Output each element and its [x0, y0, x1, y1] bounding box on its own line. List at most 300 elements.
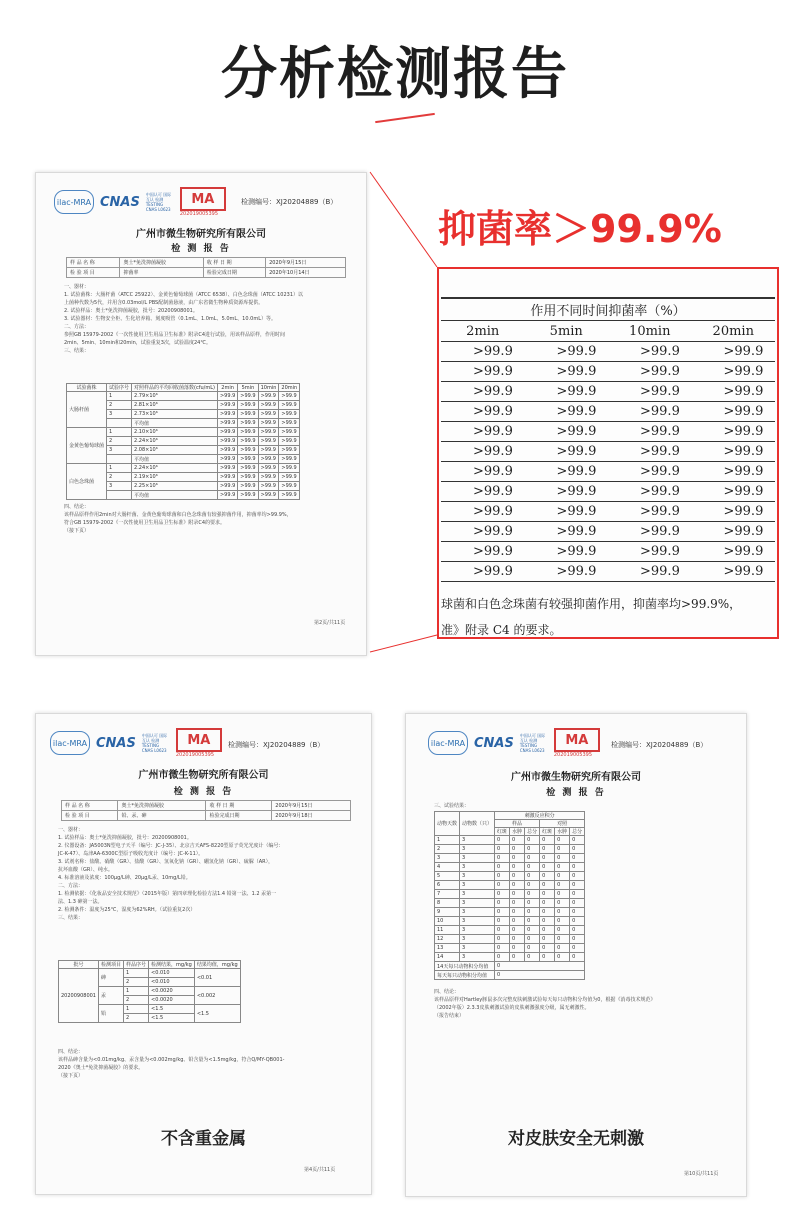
body-line: 一、器材： — [58, 827, 84, 833]
result-average: <0.01 — [194, 969, 240, 987]
table-header-cell: 10min — [258, 384, 279, 392]
day-number: 2 — [435, 845, 460, 854]
trial-number: 1 — [107, 428, 132, 437]
conclusion-line: （2002年版）2.3.3皮肤刺激试验的皮肤刺激强度分级，属无刺激性。 — [434, 1005, 590, 1011]
trial-number: 2 — [107, 473, 132, 482]
score-cell: 0 — [525, 890, 540, 899]
zoom-rate-cell: >99.9 — [692, 422, 776, 442]
table-header-cell: 试验序号 — [107, 384, 132, 392]
info-cell: 检 验 项 目 — [62, 811, 118, 821]
table-row — [435, 908, 585, 917]
rate-cell: >99.9 — [238, 401, 258, 410]
animal-count: 3 — [460, 836, 495, 845]
conclusion-line: （接下页） — [58, 1073, 84, 1079]
zoom-rate-cell: >99.9 — [525, 382, 609, 402]
conclusion-line: 四、结论： — [58, 1049, 84, 1055]
score-cell: 0 — [495, 863, 510, 872]
table-header-cell: 批号 — [59, 961, 99, 969]
score-cell: 0 — [540, 935, 555, 944]
cma-number: 202019005395 — [553, 752, 593, 758]
score-cell: 0 — [510, 935, 525, 944]
conclusion-line: 四、结论： — [64, 504, 90, 510]
info-cell: 收 样 日 期 — [206, 801, 272, 811]
conclusion-line: 该样品砷含量为<0.01mg/kg、汞含量为<0.002mg/kg、铅含量为<1.5mg/kg，符合Q/MY-QB001- — [58, 1057, 285, 1063]
body-line: 3. 试验器材：生物安全柜、生化培养箱、刻度吸管（0.1mL、1.0mL、5.0mL、10.0mL）等。 — [64, 316, 276, 322]
score-cell: 0 — [525, 854, 540, 863]
score-cell: 0 — [540, 944, 555, 953]
day-number: 6 — [435, 881, 460, 890]
day-number: 12 — [435, 935, 460, 944]
table-row — [435, 845, 585, 854]
conclusion-line: 2020《奥士*免洗抑菌凝胶》的要求。 — [58, 1065, 144, 1071]
table-header-cell: 刺激反应积分 — [495, 812, 585, 820]
info-cell: 检 验 项 目 — [67, 268, 120, 278]
info-cell: 样 品 名 称 — [62, 801, 118, 811]
report-number: 检测编号：XJ20204889（B） — [228, 741, 325, 749]
score-cell: 0 — [525, 863, 540, 872]
rate-cell: >99.9 — [279, 446, 300, 455]
zoom-time-header: 20min — [692, 321, 776, 342]
trial-number: 1 — [107, 464, 132, 473]
rate-cell: >99.9 — [279, 437, 300, 446]
zoom-rate-cell: >99.9 — [608, 482, 692, 502]
table-header-cell: 红斑 — [495, 828, 510, 836]
table-header-cell: 对照样品的平均回收菌落数(cfu/mL) — [132, 384, 218, 392]
rate-cell: >99.9 — [238, 491, 258, 500]
zoom-row — [441, 342, 775, 362]
zoom-rate-cell: >99.9 — [692, 342, 776, 362]
score-cell: 0 — [510, 890, 525, 899]
zoom-rate-cell: >99.9 — [525, 442, 609, 462]
zoom-rate-cell: >99.9 — [608, 362, 692, 382]
score-cell: 0 — [495, 917, 510, 926]
rate-cell: >99.9 — [217, 446, 237, 455]
zoom-rate-cell: >99.9 — [441, 442, 525, 462]
average-label: 平均值 — [132, 491, 218, 500]
score-cell: 0 — [525, 953, 540, 962]
zoomed-results — [437, 267, 779, 639]
rate-cell: >99.9 — [258, 446, 279, 455]
animal-count: 3 — [460, 908, 495, 917]
zoom-rate-cell: >99.9 — [525, 482, 609, 502]
rate-cell: >99.9 — [238, 419, 258, 428]
sample-number: 1 — [124, 987, 149, 996]
control-count: 2.24×10⁶ — [132, 437, 218, 446]
info-row — [62, 811, 351, 821]
table-header-cell: 水肿 — [555, 828, 570, 836]
zoom-rate-cell: >99.9 — [692, 562, 776, 582]
test-result: <0.0020 — [149, 996, 195, 1005]
results-section-label: 三、试验结果： — [434, 803, 470, 809]
score-cell: 0 — [510, 845, 525, 854]
score-cell: 0 — [510, 872, 525, 881]
zoom-rate-cell: >99.9 — [525, 362, 609, 382]
zoom-time-header: 5min — [525, 321, 609, 342]
rate-cell: >99.9 — [217, 410, 237, 419]
zoom-rate-cell: >99.9 — [441, 422, 525, 442]
callout-line-bottom — [370, 635, 437, 652]
bacteria-name: 白色念珠菌 — [67, 464, 107, 500]
body-line: 三、结果： — [64, 348, 90, 354]
table-header-cell: 动物天数 — [435, 812, 460, 836]
antibacterial-headline: 抑菌率＞99.9% — [438, 207, 722, 251]
rate-cell: >99.9 — [217, 392, 237, 401]
day-number: 14 — [435, 953, 460, 962]
sample-number: 2 — [124, 978, 149, 987]
score-cell: 0 — [540, 917, 555, 926]
score-cell: 0 — [525, 845, 540, 854]
table-header-cell: 2min — [217, 384, 237, 392]
zoom-rate-cell: >99.9 — [441, 342, 525, 362]
rate-cell: >99.9 — [238, 392, 258, 401]
table-header-row — [435, 812, 585, 820]
score-cell: 0 — [570, 881, 585, 890]
zoom-rate-cell: >99.9 — [441, 482, 525, 502]
rate-cell: >99.9 — [238, 455, 258, 464]
info-cell: 2020年10月14日 — [266, 268, 346, 278]
table-header-cell: 红斑 — [540, 828, 555, 836]
score-cell: 0 — [540, 872, 555, 881]
rate-cell: >99.9 — [238, 482, 258, 491]
body-line: 2. 仪器设备：JA5003N型电子天平（编号：JC-J-35）、北京吉天AFS-8220型原子荧光光度计（编号： — [58, 843, 284, 849]
cma-number: 202019005395 — [179, 211, 219, 217]
rate-cell: >99.9 — [217, 464, 237, 473]
zoom-rate-cell: >99.9 — [608, 382, 692, 402]
score-cell: 0 — [540, 953, 555, 962]
rate-cell: >99.9 — [238, 473, 258, 482]
heavy-metal-results-table — [58, 960, 241, 1023]
result-average: <1.5 — [194, 1005, 240, 1023]
rate-cell: >99.9 — [238, 428, 258, 437]
zoom-rate-cell: >99.9 — [692, 542, 776, 562]
score-cell: 0 — [495, 890, 510, 899]
zoom-rate-cell: >99.9 — [608, 462, 692, 482]
score-cell: 0 — [555, 854, 570, 863]
score-cell: 0 — [555, 872, 570, 881]
score-cell: 0 — [540, 836, 555, 845]
rate-cell: >99.9 — [258, 419, 279, 428]
table-row — [435, 872, 585, 881]
animal-count: 3 — [460, 944, 495, 953]
zoom-rate-cell: >99.9 — [525, 462, 609, 482]
info-cell: 抑菌率 — [120, 268, 203, 278]
sample-info-table — [61, 800, 351, 821]
animal-count: 3 — [460, 899, 495, 908]
table-row — [435, 890, 585, 899]
sample-number: 1 — [124, 969, 149, 978]
zoom-rate-cell: >99.9 — [441, 562, 525, 582]
table-row — [435, 944, 585, 953]
zoom-rate-cell: >99.9 — [441, 402, 525, 422]
score-cell: 0 — [525, 935, 540, 944]
page-number: 第10页/共11页 — [684, 1171, 719, 1177]
trial-number: 3 — [107, 446, 132, 455]
zoom-rate-cell: >99.9 — [525, 502, 609, 522]
rate-cell: >99.9 — [217, 491, 237, 500]
report-sheet-skin-irritation — [405, 713, 747, 1197]
ilac-mra-logo: ilac-MRA — [428, 731, 468, 755]
conclusion-line: 该样品原样对Hartley豚鼠多次完整皮肤刺激试验每天每只动物积分均值为0，根据《消毒技术规范》 — [434, 997, 656, 1003]
score-cell: 0 — [570, 908, 585, 917]
day-number: 7 — [435, 890, 460, 899]
rate-cell: >99.9 — [279, 410, 300, 419]
table-row — [435, 926, 585, 935]
control-count: 2.73×10⁶ — [132, 410, 218, 419]
info-cell: 奥士*免洗抑菌凝胶 — [120, 258, 203, 268]
rate-cell: >99.9 — [217, 428, 237, 437]
score-cell: 0 — [570, 854, 585, 863]
zoom-rate-cell: >99.9 — [525, 522, 609, 542]
ilac-mra-logo: ilac-MRA — [54, 190, 94, 214]
score-cell: 0 — [495, 935, 510, 944]
table-header-cell: 5min — [238, 384, 258, 392]
score-cell: 0 — [570, 836, 585, 845]
ilac-mra-logo: ilac-MRA — [50, 731, 90, 755]
score-cell: 0 — [540, 926, 555, 935]
cma-logo: MA — [180, 187, 226, 211]
trial-number: 3 — [107, 410, 132, 419]
cnas-text: 中国认可 国际互认 检测 TESTING CNAS L0623 — [519, 733, 546, 753]
table-row — [435, 917, 585, 926]
score-cell: 0 — [510, 854, 525, 863]
body-line: 参照GB 15979-2002《一次性使用卫生用品卫生标准》附录C4进行试验，用该样品原样，作用时间 — [64, 332, 286, 338]
score-cell: 0 — [525, 908, 540, 917]
rate-cell: >99.9 — [258, 482, 279, 491]
table-header-cell: 对照 — [540, 820, 585, 828]
callout-line-top — [370, 172, 437, 267]
table-row — [435, 935, 585, 944]
body-line: 抗坏血酸（GR）、纯水。 — [58, 867, 113, 873]
zoom-rate-cell: >99.9 — [525, 562, 609, 582]
body-line: 一、器材： — [64, 284, 90, 290]
test-result: <0.010 — [149, 978, 195, 987]
zoom-times-row — [441, 321, 775, 342]
score-cell: 0 — [495, 899, 510, 908]
info-cell: 2020年9月18日 — [272, 811, 351, 821]
score-cell: 0 — [570, 944, 585, 953]
zoom-row — [441, 422, 775, 442]
score-cell: 0 — [555, 836, 570, 845]
zoom-rate-cell: >99.9 — [608, 402, 692, 422]
zoom-row — [441, 542, 775, 562]
body-line: 3. 试剂名称：盐酸、硝酸（GR）、盐酸（GR）、氢氧化钠（GR）、硼氢化钠（GR）、硫脲（AR）， — [58, 859, 274, 865]
score-cell: 0 — [540, 890, 555, 899]
zoom-rate-cell: >99.9 — [692, 502, 776, 522]
body-line: 1. 试验样品：奥士*免洗抑菌凝胶，批号：20200908001。 — [58, 835, 192, 841]
summary-value: 0 — [495, 962, 585, 971]
table-header-cell: 20min — [279, 384, 300, 392]
animal-count: 3 — [460, 872, 495, 881]
rate-cell: >99.9 — [217, 401, 237, 410]
zoom-rate-cell: >99.9 — [441, 462, 525, 482]
zoom-rate-cell: >99.9 — [608, 442, 692, 462]
cnas-text: 中国认可 国际互认 检测 TESTING CNAS L0623 — [145, 192, 172, 212]
animal-count: 3 — [460, 935, 495, 944]
zoom-time-header: 10min — [608, 321, 692, 342]
caption-heavy-metal: 不含重金属 — [161, 1129, 246, 1149]
score-cell: 0 — [555, 845, 570, 854]
zoom-row — [441, 362, 775, 382]
conclusion-line: （报告结束） — [434, 1013, 465, 1019]
zoom-rate-cell: >99.9 — [441, 382, 525, 402]
table-header-cell: 检测项目 — [99, 961, 124, 969]
control-count: 2.81×10⁶ — [132, 401, 218, 410]
test-item: 汞 — [99, 987, 124, 1005]
rate-cell: >99.9 — [258, 464, 279, 473]
report-conclusion — [434, 988, 734, 1020]
rate-cell: >99.9 — [258, 491, 279, 500]
zoom-row — [441, 462, 775, 482]
table-header-row — [59, 961, 241, 969]
info-cell: 检验完成日期 — [203, 268, 265, 278]
result-average: <0.002 — [194, 987, 240, 1005]
rate-cell: >99.9 — [279, 455, 300, 464]
score-cell: 0 — [525, 944, 540, 953]
cma-logo: MA — [554, 728, 600, 752]
rate-cell: >99.9 — [279, 428, 300, 437]
report-subtitle: 检 测 报 告 — [171, 244, 231, 254]
info-row — [62, 801, 351, 811]
report-number: 检测编号：XJ20204889（B） — [611, 741, 708, 749]
rate-cell: >99.9 — [238, 437, 258, 446]
score-cell: 0 — [510, 917, 525, 926]
table-header-cell: 总分 — [525, 828, 540, 836]
org-name: 广州市微生物研究所有限公司 — [511, 772, 641, 783]
table-row — [435, 854, 585, 863]
zoom-rate-cell: >99.9 — [692, 362, 776, 382]
summary-row — [435, 971, 585, 980]
summary-row — [435, 962, 585, 971]
animal-count: 3 — [460, 917, 495, 926]
cma-number: 202019005395 — [175, 752, 215, 758]
zoom-rate-cell: >99.9 — [692, 462, 776, 482]
body-line: 法、1.3 砷第一法。 — [58, 899, 103, 905]
rate-cell: >99.9 — [279, 473, 300, 482]
conclusion-line: 符合GB 15979-2002《一次性使用卫生用品卫生标准》附录C4的要求。 — [64, 520, 226, 526]
body-line: 2. 试验样品：奥士*免洗抑菌凝胶，批号：20200908001。 — [64, 308, 198, 314]
cnas-logo: CNAS — [100, 194, 140, 210]
body-line: 1. 试验菌株：大肠杆菌（ATCC 25922）、金黄色葡萄球菌（ATCC 6538）、白色念珠菌（ATCC 10231）以 — [64, 292, 303, 298]
score-cell: 0 — [525, 836, 540, 845]
sample-number: 1 — [124, 1005, 149, 1014]
rate-cell: >99.9 — [217, 437, 237, 446]
table-header-cell: 检测结果，mg/kg — [149, 961, 195, 969]
page-number: 第2页/共11页 — [314, 620, 346, 626]
table-row — [435, 836, 585, 845]
score-cell: 0 — [555, 953, 570, 962]
score-cell: 0 — [525, 917, 540, 926]
zoom-footer-line-2: 准》附录 C4 的要求。 — [441, 623, 562, 637]
zoom-rate-cell: >99.9 — [441, 362, 525, 382]
zoom-rate-cell: >99.9 — [692, 382, 776, 402]
animal-count: 3 — [460, 854, 495, 863]
body-line: 二、方法： — [64, 324, 90, 330]
score-cell: 0 — [555, 899, 570, 908]
skin-irritation-table — [434, 811, 585, 980]
average-label: 平均值 — [132, 419, 218, 428]
score-cell: 0 — [570, 863, 585, 872]
zoom-rate-cell: >99.9 — [441, 542, 525, 562]
zoom-rate-cell: >99.9 — [608, 342, 692, 362]
body-line: 2min、5min、10min和20min，试验重复3次，试验温度24℃。 — [64, 340, 211, 346]
info-cell: 2020年9月15日 — [272, 801, 351, 811]
rate-cell: >99.9 — [217, 419, 237, 428]
score-cell: 0 — [555, 935, 570, 944]
score-cell: 0 — [525, 872, 540, 881]
table-header-cell: 试验菌株 — [67, 384, 107, 392]
body-line: 二、方法： — [58, 883, 84, 889]
info-cell: 铅、汞、砷 — [118, 811, 206, 821]
score-cell: 0 — [570, 926, 585, 935]
info-cell: 奥士*免洗抑菌凝胶 — [118, 801, 206, 811]
report-subtitle: 检 测 报 告 — [546, 788, 606, 798]
bacteria-name: 大肠杆菌 — [67, 392, 107, 428]
org-name: 广州市微生物研究所有限公司 — [136, 229, 266, 240]
org-name: 广州市微生物研究所有限公司 — [138, 770, 269, 781]
zoom-row — [441, 502, 775, 522]
table-header-cell: 样品 — [495, 820, 540, 828]
rate-cell: >99.9 — [279, 392, 300, 401]
score-cell: 0 — [495, 845, 510, 854]
sample-number: 2 — [124, 1014, 149, 1023]
rate-cell: >99.9 — [238, 446, 258, 455]
body-line: 三、结果： — [58, 915, 84, 921]
test-result: <1.5 — [149, 1014, 195, 1023]
control-count: 2.25×10⁶ — [132, 482, 218, 491]
control-count: 2.10×10⁶ — [132, 428, 218, 437]
batch-number: 20200908001 — [59, 969, 99, 1023]
summary-label: 14天每只动物积分均值 — [435, 962, 495, 971]
zoom-rate-cell: >99.9 — [441, 522, 525, 542]
score-cell: 0 — [540, 845, 555, 854]
animal-count: 3 — [460, 881, 495, 890]
score-cell: 0 — [510, 899, 525, 908]
body-line: JC-K-47）、岛津AA-6300C型原子吸收光度计（编号：JC-K-11）。 — [58, 851, 204, 857]
score-cell: 0 — [525, 881, 540, 890]
score-cell: 0 — [570, 890, 585, 899]
rate-cell: >99.9 — [279, 419, 300, 428]
score-cell: 0 — [555, 881, 570, 890]
day-number: 1 — [435, 836, 460, 845]
score-cell: 0 — [510, 836, 525, 845]
conclusion-line: 四、结论： — [434, 989, 460, 995]
day-number: 13 — [435, 944, 460, 953]
score-cell: 0 — [555, 908, 570, 917]
score-cell: 0 — [540, 881, 555, 890]
body-line: 4. 标准溶液及浓度：100μg/L砷、20μg/L汞、10mg/L铅。 — [58, 875, 191, 881]
animal-count: 3 — [460, 953, 495, 962]
rate-cell: >99.9 — [279, 491, 300, 500]
zoom-rate-cell: >99.9 — [608, 542, 692, 562]
rate-cell: >99.9 — [238, 464, 258, 473]
zoom-rate-cell: >99.9 — [525, 402, 609, 422]
score-cell: 0 — [495, 944, 510, 953]
rate-cell: >99.9 — [238, 410, 258, 419]
zoom-rate-cell: >99.9 — [692, 442, 776, 462]
summary-label: 每天每只动物积分均值 — [435, 971, 495, 980]
day-number: 11 — [435, 926, 460, 935]
bacteria-name: 金黄色葡萄球菌 — [67, 428, 107, 464]
day-number: 10 — [435, 917, 460, 926]
score-cell: 0 — [510, 944, 525, 953]
table-row — [435, 863, 585, 872]
zoom-rate-cell: >99.9 — [608, 522, 692, 542]
rate-cell: >99.9 — [258, 473, 279, 482]
zoom-rate-cell: >99.9 — [692, 402, 776, 422]
score-cell: 0 — [495, 836, 510, 845]
summary-value: 0 — [495, 971, 585, 980]
control-count: 2.19×10⁶ — [132, 473, 218, 482]
